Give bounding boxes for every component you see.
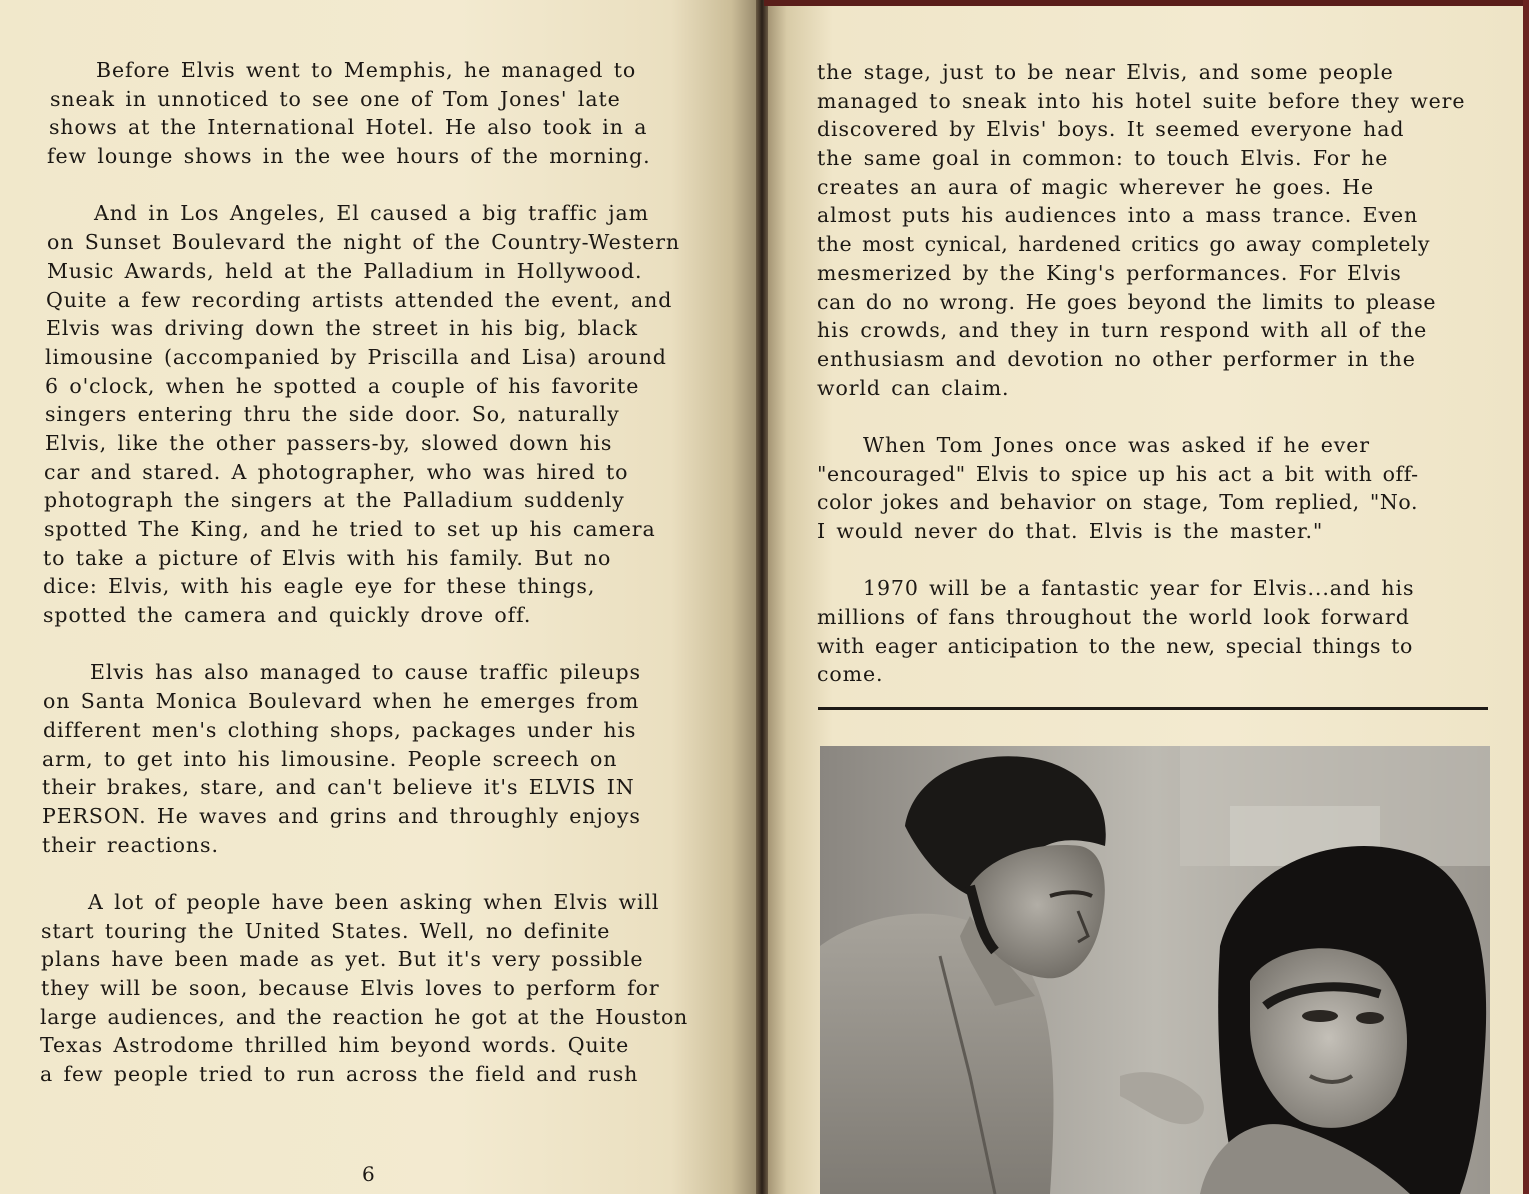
text-line: enthusiasm and devotion no other performer in the [817,346,1416,371]
text-line: their brakes, stare, and can't believe it's ELVIS IN [42,775,635,800]
text-line: the most cynical, hardened critics go away completely [817,232,1431,257]
text-line: can do no wrong. He goes beyond the limits to please [817,289,1437,314]
text-line: Quite a few recording artists attended the event, and [46,287,673,312]
text-line: Elvis, like the other passers-by, slowed down his [45,430,613,455]
text-line: Elvis has also managed to cause traffic pileups [90,660,641,685]
text-line: dice: Elvis, with his eagle eye for these things, [43,574,596,599]
left-paragraph-3 [44,658,744,859]
text-line: 1970 will be a fantastic year for Elvis...and his [863,576,1415,601]
text-line: limousine (accompanied by Priscilla and Lisa) around [45,344,667,369]
text-line: his crowds, and they in turn respond with all of the [817,318,1428,343]
text-line: on Santa Monica Boulevard when he emerges from [43,689,640,714]
text-line: to take a picture of Elvis with his family. But no [43,545,612,570]
text-line: almost puts his audiences into a mass trance. Even [817,203,1419,228]
text-line: world can claim. [817,375,1010,400]
text-line: singers entering thru the side door. So, naturally [45,402,620,427]
text-line: large audiences, and the reaction he got at the Houston [40,1004,688,1029]
text-line: arm, to get into his limousine. People screech on [42,746,618,771]
text-line: A lot of people have been asking when Elvis will [88,889,660,914]
text-line: different men's clothing shops, packages under his [43,717,637,742]
right-paragraph-2 [817,431,1507,546]
left-paragraph-1 [44,56,744,171]
right-paragraph-1 [817,58,1507,402]
text-line: with eager anticipation to the new, special things to [817,633,1413,658]
photo-elvis-and-woman [820,746,1490,1194]
text-line: the same goal in common: to touch Elvis. For he [817,146,1389,171]
text-line: plans have been made as yet. But it's very possible [41,947,644,972]
text-line: color jokes and behavior on stage, Tom replied, "No. [817,490,1419,515]
photo-image [820,746,1490,1194]
text-line: the stage, just to be near Elvis, and some people [817,60,1394,84]
text-line: managed to sneak into his hotel suite before they were [817,88,1466,113]
text-line: on Sunset Boulevard the night of the Country-Western [47,230,681,255]
text-line: And in Los Angeles, El caused a big traffic jam [94,201,650,226]
text-line: a few people tried to run across the field and rush [40,1062,639,1087]
text-line: 6 o'clock, when he spotted a couple of his favorite [45,373,640,398]
text-line: their reactions. [42,832,219,857]
text-line: few lounge shows in the wee hours of the morning. [47,144,651,169]
text-line: spotted The King, and he tried to set up his camera [44,517,656,541]
text-line: spotted the camera and quickly drove off. [43,603,532,628]
book-gutter [756,0,768,1194]
book-binding-edge [1523,0,1529,1194]
right-paragraph-3 [817,574,1507,689]
section-divider [818,707,1488,710]
text-line: I would never do that. Elvis is the master." [817,519,1324,543]
text-line: mesmerized by the King's performances. For Elvis [817,260,1402,285]
text-line: When Tom Jones once was asked if he ever [863,432,1371,457]
text-line: come. [817,662,884,687]
text-line: photograph the singers at the Palladium suddenly [44,488,625,513]
text-line: Before Elvis went to Memphis, he managed to [96,58,637,82]
page-number: 6 [362,1162,375,1186]
left-page-body [40,56,744,1117]
left-paragraph-4 [40,888,744,1089]
text-line: PERSON. He waves and grins and throughly enjoys [42,803,641,828]
text-line: Music Awards, held at the Palladium in Hollywood. [47,258,643,283]
text-line: creates an aura of magic wherever he goes. He [817,174,1375,199]
text-line: sneak in unnoticed to see one of Tom Jones' late [50,86,621,111]
left-paragraph-2 [44,199,744,629]
text-line: shows at the International Hotel. He also took in a [49,115,648,140]
text-line: car and stared. A photographer, who was hired to [44,459,629,484]
text-line: Texas Astrodome thrilled him beyond words. Quite [40,1033,630,1058]
text-line: Elvis was driving down the street in his big, black [46,316,638,341]
text-line: millions of fans throughout the world look forward [817,605,1410,630]
left-page [0,0,762,1194]
text-line: start touring the United States. Well, no definite [41,918,611,943]
right-page-body [817,58,1507,718]
text-line: discovered by Elvis' boys. It seemed everyone had [817,117,1405,142]
text-line: they will be soon, because Elvis loves to perform for [41,976,660,1000]
text-line: "encouraged" Elvis to spice up his act a bit with off- [817,461,1419,486]
book-binding-top [764,0,1529,6]
